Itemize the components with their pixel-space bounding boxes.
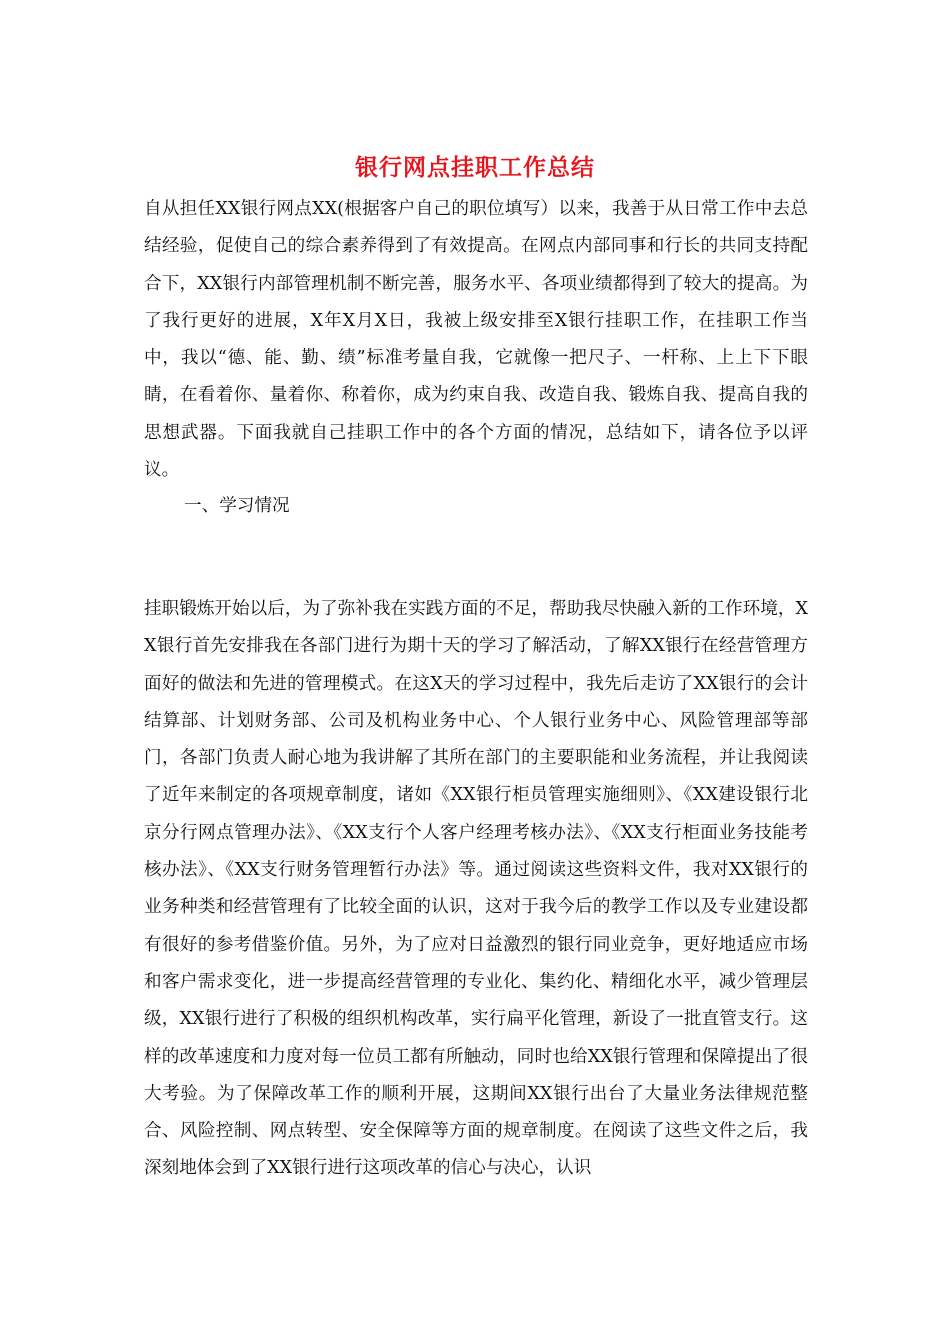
study-paragraph: 挂职锻炼开始以后，为了弥补我在实践方面的不足，帮助我尽快融入新的工作环境，XX银行首先安排我在各部门进行为期十天的学习了解活动，了解XX银行在经营管理方面好的做法和先进的管理模式。在这X天的学习过程中，我先后走访了XX银行的会计结算部、计划财务部、公司及机构业务中心、个人银行业务中心、风险管理部等部门，各部门负责人耐心地为我讲解了其所在部门的主要职能和业务流程，并让我阅读了近年来制定的各项规章制度，诸如《XX银行柜员管理实施细则》、《XX建设银行北京分行网点管理办法》、《XX支行个人客户经理考核办法》、《XX支行柜面业务技能考核办法》、《XX支行财务管理暂行办法》等。通过阅读这些资料文件，我对XX银行的业务种类和经营管理有了比较全面的认识，这对于我今后的教学工作以及专业建设都有很好的参考借鉴价值。另外，为了应对日益激烈的银行同业竞争，更好地适应市场和客户需求变化，进一步提高经营管理的专业化、集约化、精细化水平，减少管理层级，XX银行进行了积极的组织机构改革，实行扁平化管理，新设了一批直管支行。这样的改革速度和力度对每一位员工都有所触动，同时也给XX银行管理和保障提出了很大考验。为了保障改革工作的顺利开展，这期间XX银行出台了大量业务法律规范整合、风险控制、网点转型、安全保障等方面的规章制度。在阅读了这些文件之后，我深刻地体会到了XX银行进行这项改革的信心与决心，认识 bbox=[144, 599, 808, 1179]
document-title: 银行网点挂职工作总结 bbox=[355, 154, 595, 181]
section-heading-study: 一、学习情况 bbox=[184, 496, 290, 516]
intro-paragraph: 自从担任XX银行网点XX(根据客户自己的职位填写）以来，我善于从日常工作中去总结经验，促使自己的综合素养得到了有效提高。在网点内部同事和行长的共同支持配合下，XX银行内部管理机制不断完善，服务水平、各项业绩都得到了较大的提高。为了我行更好的进展，X年X月X日，我被上级安排至X银行挂职工作，在挂职工作当中，我以“德、能、勤、绩”标准考量自我，它就像一把尺子、一杆称、上上下下眼睛，在看着你、量着你、称着你，成为约束自我、改造自我、锻炼自我、提高自我的思想武器。下面我就自己挂职工作中的各个方面的情况，总结如下，请各位予以评议。 bbox=[144, 199, 808, 481]
